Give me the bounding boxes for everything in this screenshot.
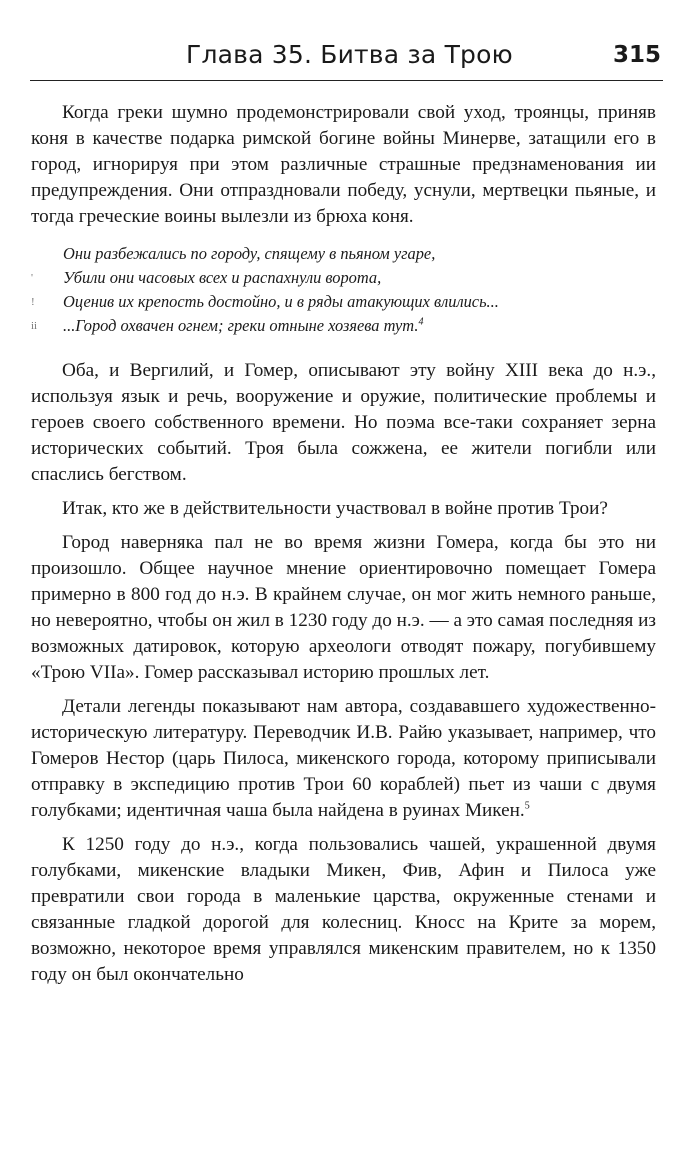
footnote-ref-4[interactable]: 4	[418, 316, 424, 328]
verse-line-4	[31, 314, 656, 338]
verse-line-2	[31, 266, 656, 290]
margin-mark: '	[31, 272, 33, 284]
margin-mark: іі	[31, 320, 38, 332]
paragraph-2: Оба, и Вергилий, и Гомер, описывают эту войну XIII века до н.э., используя язык и речь, вооружение и оружие, политические проблемы и героев своего собственного времени. Но поэма все-таки сохраняет зерна исторических событий. Троя была сожжена, ее жители погибли или спаслись бегством.	[31, 360, 656, 485]
verse-line-text: Оценив их крепость достойно, и в ряды атакующих влились...	[63, 292, 499, 311]
verse-line-3	[31, 290, 656, 314]
verse-quote	[31, 242, 656, 338]
verse-line-text: Убили они часовых всех и распахнули ворота,	[63, 268, 382, 287]
running-header	[30, 36, 663, 81]
paragraph-5	[31, 694, 656, 824]
paragraph-3: Итак, кто же в действительности участвовал в войне против Трои?	[62, 498, 608, 519]
page-number: 315	[612, 42, 661, 68]
paragraph-4: Город наверняка пал не во время жизни Гомера, когда бы это ни произошло. Общее научное мнение ориентировочно помещает Гомера примерно в 800 год до н.э. В крайнем случае, он мог жить немного раньше, но невероятно, чтобы он жил в 1230 году до н.э. — а это самая последняя из возможных датировок, которую археологи отводят пожару, погубившему «Трою VIIa». Гомер рассказывал историю прошлых лет.	[31, 532, 656, 683]
paragraph-6: К 1250 году до н.э., когда пользовались чашей, украшенной двумя голубками, микенские владыки Микен, Фив, Афин и Пилоса уже превратили свои города в маленькие царства, окруженные стенами и связанные гладкой дорогой для колесниц. Кносс на Крите за морем, возможно, некоторое время управлялся микенским правителем, но к 1350 году он был окончательно	[31, 834, 656, 985]
page-body	[31, 100, 656, 988]
chapter-title: Глава 35. Битва за Трою	[186, 40, 513, 69]
verse-line-text: Они разбежались по городу, спящему в пьяном угаре,	[63, 244, 436, 263]
paragraph-1: Когда греки шумно продемонстрировали свой уход, троянцы, приняв коня в качестве подарка римской богине войны Минерве, затащили его в город, игнорируя при этом различные страшные предзнаменования ии предупреждения. Они отпраздновали победу, уснули, мертвецки пьяные, и тогда греческие воины вылезли из брюха коня.	[31, 102, 656, 227]
margin-mark: !	[31, 296, 35, 308]
verse-line-text: ...Город охвачен огнем; греки отныне хозяева тут.	[63, 316, 419, 335]
footnote-ref-5[interactable]: 5	[524, 800, 530, 812]
paragraph-5-text: Детали легенды показывают нам автора, создававшего художественно-историческую литературу. Переводчик И.В. Райю указывает, например, что Гомеров Нестор (царь Пилоса, микенского города, которому приписывали отправку в экспедицию против Трои 60 кораблей) пьет из чаши с двумя голубками; идентичная чаша была найдена в руинах Микен.	[31, 696, 656, 821]
verse-line-1	[31, 242, 656, 266]
